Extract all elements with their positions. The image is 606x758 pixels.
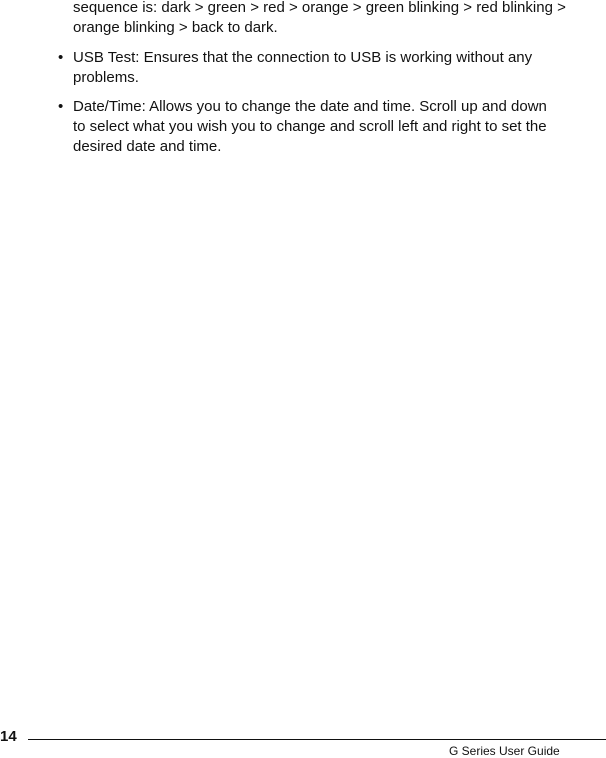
bullet-marker: • bbox=[58, 49, 64, 66]
bullet-text-usb-test: USB Test: Ensures that the connection to USB is working without any problems. bbox=[73, 49, 533, 86]
bullet-text-date-time: Date/Time: Allows you to change the date and time. Scroll up and down to select what you wish you to change and scroll left and right to set the desired date and time. bbox=[73, 98, 547, 155]
bullet-marker: • bbox=[58, 98, 64, 115]
page-number: 14 bbox=[0, 728, 17, 745]
continuation-paragraph: sequence is: dark > green > red > orange > green blinking > red blinking > orange blinking > back to dark. bbox=[73, 0, 566, 36]
running-footer-title: G Series User Guide bbox=[449, 744, 560, 758]
bullet-item-usb-test bbox=[58, 48, 573, 88]
footer-divider bbox=[28, 739, 606, 740]
bullet-item-date-time bbox=[58, 97, 573, 157]
